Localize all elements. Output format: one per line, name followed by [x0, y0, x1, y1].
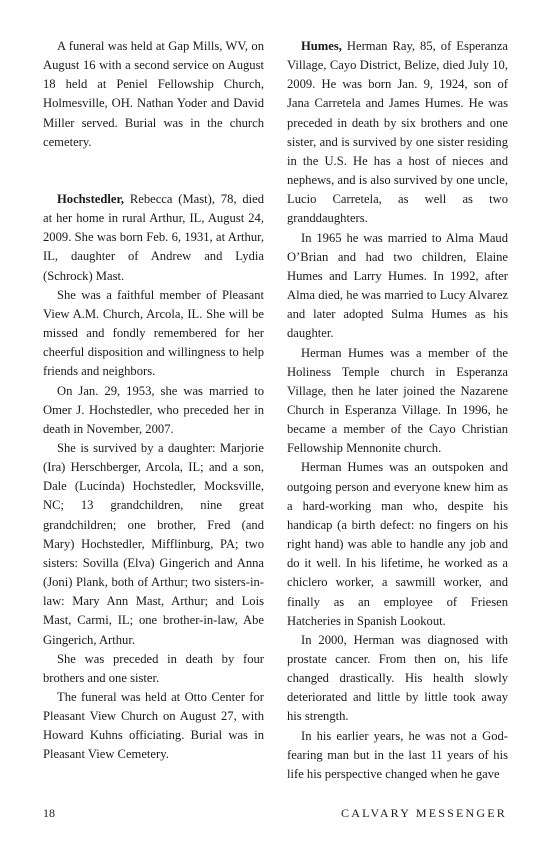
- hochstedler-funeral-paragraph: The funeral was held at Otto Center for Pleasant View Church on August 27, with Howard Kuhns officiating. Burial was in Pleasant View Cemetery.: [43, 690, 264, 762]
- obituary-name-humes: Humes,: [301, 39, 342, 53]
- hochstedler-preceded-paragraph: She was preceded in death by four brothers and one sister.: [43, 651, 264, 685]
- humes-church-paragraph: Herman Humes was a member of the Holiness Temple church in Esperanza Village, then he later joined the Nazarene Church in Esperanza Village. In 1996, he became a member of the Cayo Christian Fellowship Mennonite church.: [287, 345, 508, 456]
- page-footer: [43, 806, 507, 824]
- hochstedler-survivors-paragraph: She is survived by a daughter: Marjorie (Ira) Herschberger, Arcola, IL; and a son, Dale (Lucinda) Hochstedler, Mocksville, NC; 13 grandchildren, nine great grandchildren; one brother, Fred (and Mary) Hochstedler, Mifflinburg, PA; two sisters: Sovilla (Elva) Gingerich and Anna (Joni) Plank, both of Arthur; two sisters-in-law: Mary Ann Mast, Arthur; and Lois Mast, Carmi, IL; one brother-in-law, Abe Gingerich, Arthur.: [43, 440, 264, 647]
- humes-illness-paragraph: In 2000, Herman was diagnosed with prostate cancer. From then on, his life changed drastically. His health slowly deteriorated and little by little took away his strength.: [287, 632, 508, 724]
- right-column: [287, 37, 508, 784]
- page-number: 18: [43, 806, 55, 820]
- running-title: CALVARY MESSENGER: [341, 806, 507, 820]
- hochstedler-membership-paragraph: She was a faithful member of Pleasant View A.M. Church, Arcola, IL. She will be missed and fondly remembered for her cheerful disposition and willingness to help friends and neighbors.: [43, 287, 264, 379]
- hochstedler-marriage-paragraph: On Jan. 29, 1953, she was married to Omer J. Hochstedler, who preceded her in death in November, 2007.: [43, 383, 264, 436]
- obituary-hochstedler-text: Rebecca (Mast), 78, died at her home in rural Arthur, IL, August 24, 2009. She was born Feb. 6, 1931, at Arthur, IL, daughter of Andrew and Lydia (Schrock) Mast.: [43, 191, 264, 283]
- obituary-humes-text: Herman Ray, 85, of Esperanza Village, Cayo District, Belize, died July 10, 2009. He was born Jan. 9, 1924, son of Jana Carretela and James Humes. He was preceded in death by six brothers and one sister, and is survived by one sister residing in the U.S. He has a host of nieces and nephews, and is also survived by one uncle, Lucio Carretela, as well as two granddaughters.: [287, 39, 508, 226]
- obituary-name-hochstedler: Hochstedler,: [57, 191, 125, 206]
- humes-faith-paragraph: In his earlier years, he was not a God-fearing man but in the last 11 years of his life his perspective changed when he gave: [287, 728, 508, 781]
- funeral-paragraph: A funeral was held at Gap Mills, WV, on August 16 with a second service on August 18 held at Peniel Fellowship Church, Holmesville, OH. Nathan Yoder and David Miller served. Burial was in the church cemetery.: [43, 39, 264, 149]
- humes-marriage-paragraph: In 1965 he was married to Alma Maud O’Brian and had two children, Elaine Humes and Larry Humes. In 1992, after Alma died, he was married to Lucy Alvarez and later adopted Sulma Humes as his daughter.: [287, 230, 508, 341]
- left-column: [43, 37, 264, 765]
- obituary-humes-intro: [287, 37, 508, 229]
- humes-character-paragraph: Herman Humes was an outspoken and outgoing person and everyone knew him as a hard-working man who, despite his handicap (a birth defect: no fingers on his right hand) was able to handle any job and do it well. In his lifetime, he worked as a chiclero worker, a sawmill worker, and finally as an employee of Friesen Hatcheries in Spanish Lookout.: [287, 460, 508, 628]
- obituary-hochstedler-intro: [43, 190, 264, 286]
